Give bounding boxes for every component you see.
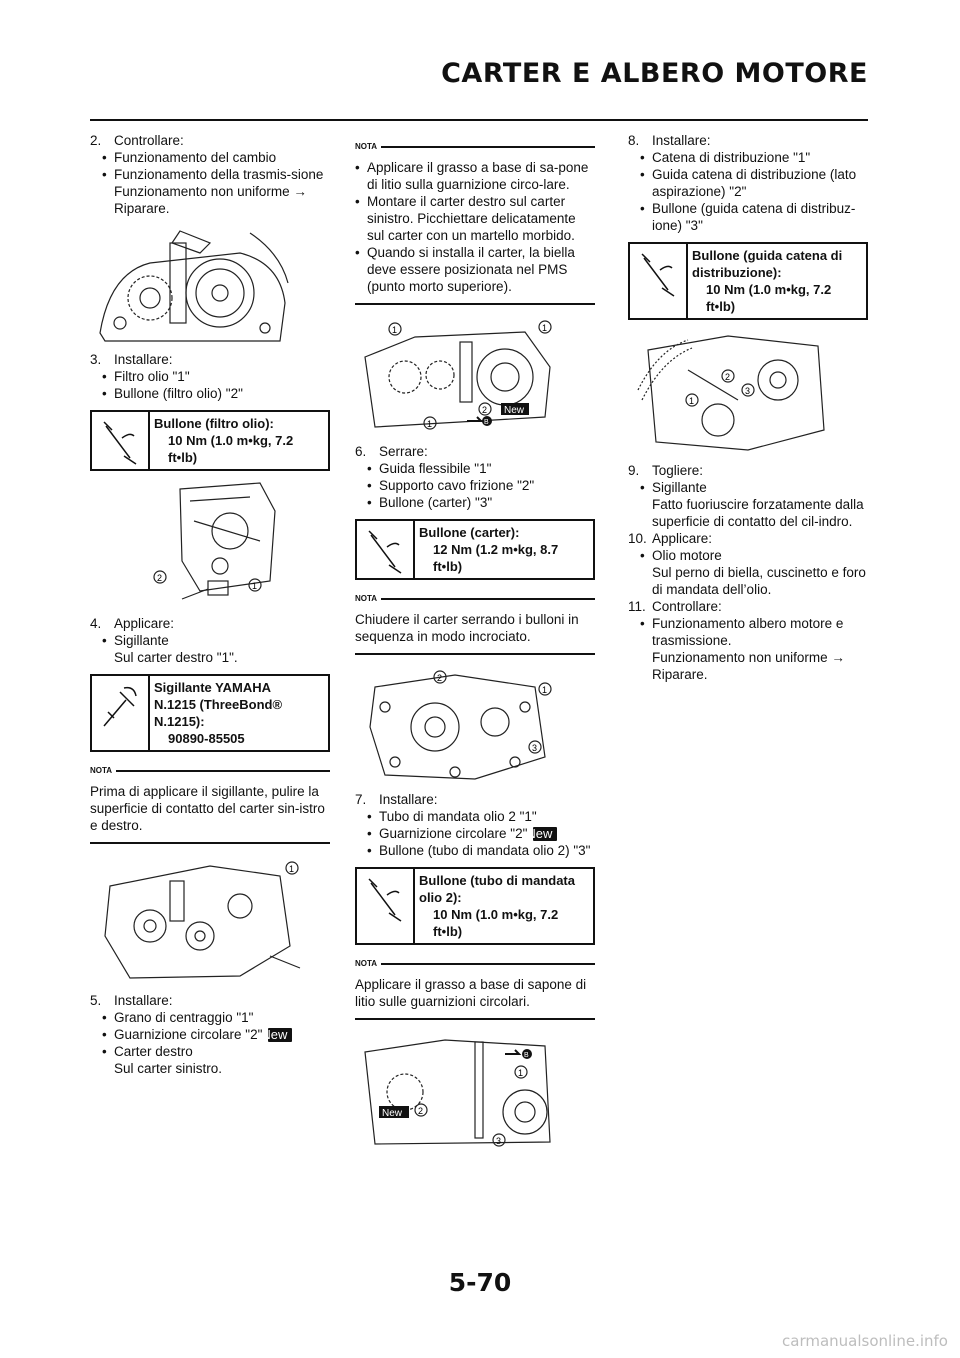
step-2: 2. Controllare: • Funzionamento del cambio • Funzionamento della trasmis-sione Funzionamento non uniforme → Riparare. (90, 132, 330, 217)
bullet: • Olio motore (628, 547, 868, 564)
svg-text:3: 3 (532, 743, 538, 753)
figure-oil-filter (90, 481, 290, 609)
header-rule (90, 119, 868, 121)
step-10: 10. Applicare: • Olio motore Sul perno di biella, cuscinetto e foro di mandata dell’olio. (628, 530, 868, 598)
svg-text:New: New (504, 405, 525, 416)
svg-text:B: B (484, 419, 489, 426)
svg-text:1: 1 (518, 1068, 524, 1078)
page-header (0, 0, 960, 124)
figure-crankcase-right (355, 317, 555, 437)
new-badge: New (533, 827, 557, 841)
bullet: • Bullone (filtro olio) "2" (90, 385, 330, 402)
bullet: • Funzionamento albero motore e trasmissione. (628, 615, 868, 649)
step-9: 9. Togliere: • Sigillante Fatto fuoriuscire forzatamente dalla superficie di contatto del cil-indro. (628, 462, 868, 530)
torque-spec-box: Bullone (tubo di mandata olio 2): 10 Nm (1.0 m•kg, 7.2 ft•lb) (355, 867, 595, 945)
figure-timing-chain (628, 330, 828, 456)
svg-text:1: 1 (542, 323, 548, 333)
svg-text:B: B (524, 1052, 529, 1059)
step-11: 11. Controllare: • Funzionamento albero motore e trasmissione. Funzionamento non uniforme → Riparare. (628, 598, 868, 683)
svg-text:2: 2 (725, 372, 731, 382)
bullet: • Bullone (tubo di mandata olio 2) "3" (355, 842, 595, 859)
torque-wrench-icon (630, 244, 688, 318)
figure-dowel-pin (90, 856, 310, 986)
bullet: • Carter destro (90, 1043, 330, 1060)
column-right (628, 132, 868, 683)
svg-text:1: 1 (427, 419, 433, 429)
svg-text:1: 1 (289, 864, 295, 874)
svg-text:2: 2 (482, 405, 488, 415)
note-crankcase-install: NOTA • Applicare il grasso a base di sa-pone di litio sulla guarnizione circo-lare. • Montare il carter destro sul carter sinistro. Picchiettare delicatamente sul carter con un martello morbido. • Quando si installa il carter, la biella deve essere posizionata nel PMS (punto morto superiore). (355, 138, 595, 305)
bullet: • Guida flessibile "1" (355, 460, 595, 477)
bullet: • Funzionamento del cambio (90, 149, 330, 166)
sealant-spec-box: Sigillante YAMAHA N.1215 (ThreeBond® N.1215): 90890-85505 (90, 674, 330, 752)
figure-crankcase-bolts (355, 667, 555, 785)
step-4: 4. Applicare: • Sigillante Sul carter destro "1". (90, 615, 330, 666)
svg-text:2: 2 (437, 673, 443, 683)
bullet: • Bullone (guida catena di distribuz-ione) "3" (628, 200, 868, 234)
note-bolt-sequence: NOTA Chiudere il carter serrando i bulloni in sequenza in modo incrociato. (355, 590, 595, 655)
note-sealant: NOTA Prima di applicare il sigillante, pulire la superficie di contatto del carter sin-istro e destro. (90, 762, 330, 844)
bullet: • Supporto cavo frizione "2" (355, 477, 595, 494)
bullet: • Guarnizione circolare "2"New (355, 825, 595, 842)
torque-spec-box: Bullone (filtro olio): 10 Nm (1.0 m•kg, 7.2 ft•lb) (90, 410, 330, 471)
sealant-tool-icon (92, 676, 150, 750)
note-grease: NOTA Applicare il grasso a base di sapone di litio sulle guarnizioni circolari. (355, 955, 595, 1020)
torque-spec-box: Bullone (carter): 12 Nm (1.2 m•kg, 8.7 ft•lb) (355, 519, 595, 580)
bullet: • Sigillante (90, 632, 330, 649)
torque-wrench-icon (357, 869, 415, 943)
bullet: • Tubo di mandata olio 2 "1" (355, 808, 595, 825)
svg-text:2: 2 (418, 1106, 424, 1116)
step-8: 8. Installare: • Catena di distribuzione "1" • Guida catena di distribuzione (lato aspirazione) "2" • Bullone (guida catena di distribuz-ione) "3" (628, 132, 868, 234)
bullet: • Filtro olio "1" (90, 368, 330, 385)
step-7: 7. Installare: • Tubo di mandata olio 2 "1" • Guarnizione circolare "2"New • Bullone (tubo di mandata olio 2) "3" (355, 791, 595, 859)
bullet: • Funzionamento della trasmis-sione (90, 166, 330, 183)
svg-text:1: 1 (542, 685, 548, 695)
column-left (90, 132, 330, 1077)
torque-wrench-icon (357, 521, 415, 578)
svg-text:1: 1 (392, 325, 398, 335)
bullet: • Catena di distribuzione "1" (628, 149, 868, 166)
bullet: • Guarnizione circolare "2"New (90, 1026, 330, 1043)
page-title: CARTER E ALBERO MOTORE (441, 58, 868, 89)
torque-spec-box: Bullone (guida catena di distribuzione): 10 Nm (1.0 m•kg, 7.2 ft•lb) (628, 242, 868, 320)
figure-oil-delivery-pipe (355, 1032, 555, 1152)
bullet: • Sigillante (628, 479, 868, 496)
step-6: 6. Serrare: • Guida flessibile "1" • Supporto cavo frizione "2" • Bullone (carter) "3" (355, 443, 595, 511)
svg-text:1: 1 (252, 581, 258, 591)
svg-text:3: 3 (496, 1136, 502, 1146)
svg-text:New: New (382, 1108, 403, 1119)
bullet: • Grano di centraggio "1" (90, 1009, 330, 1026)
svg-text:2: 2 (157, 573, 163, 583)
svg-text:1: 1 (689, 396, 695, 406)
step-5: 5. Installare: • Grano di centraggio "1" • Guarnizione circolare "2"New • Carter destro Sul carter sinistro. (90, 992, 330, 1077)
svg-text:3: 3 (745, 386, 751, 396)
torque-wrench-icon (92, 412, 150, 469)
watermark: carmanualsonline.info (782, 1332, 948, 1350)
new-badge: New (268, 1028, 292, 1042)
column-middle (355, 138, 595, 1158)
figure-transmission-check (90, 223, 290, 345)
step-3: 3. Installare: • Filtro olio "1" • Bullone (filtro olio) "2" (90, 351, 330, 402)
page-number: 5-70 (448, 1268, 512, 1297)
bullet: • Guida catena di distribuzione (lato aspirazione) "2" (628, 166, 868, 200)
bullet: • Bullone (carter) "3" (355, 494, 595, 511)
